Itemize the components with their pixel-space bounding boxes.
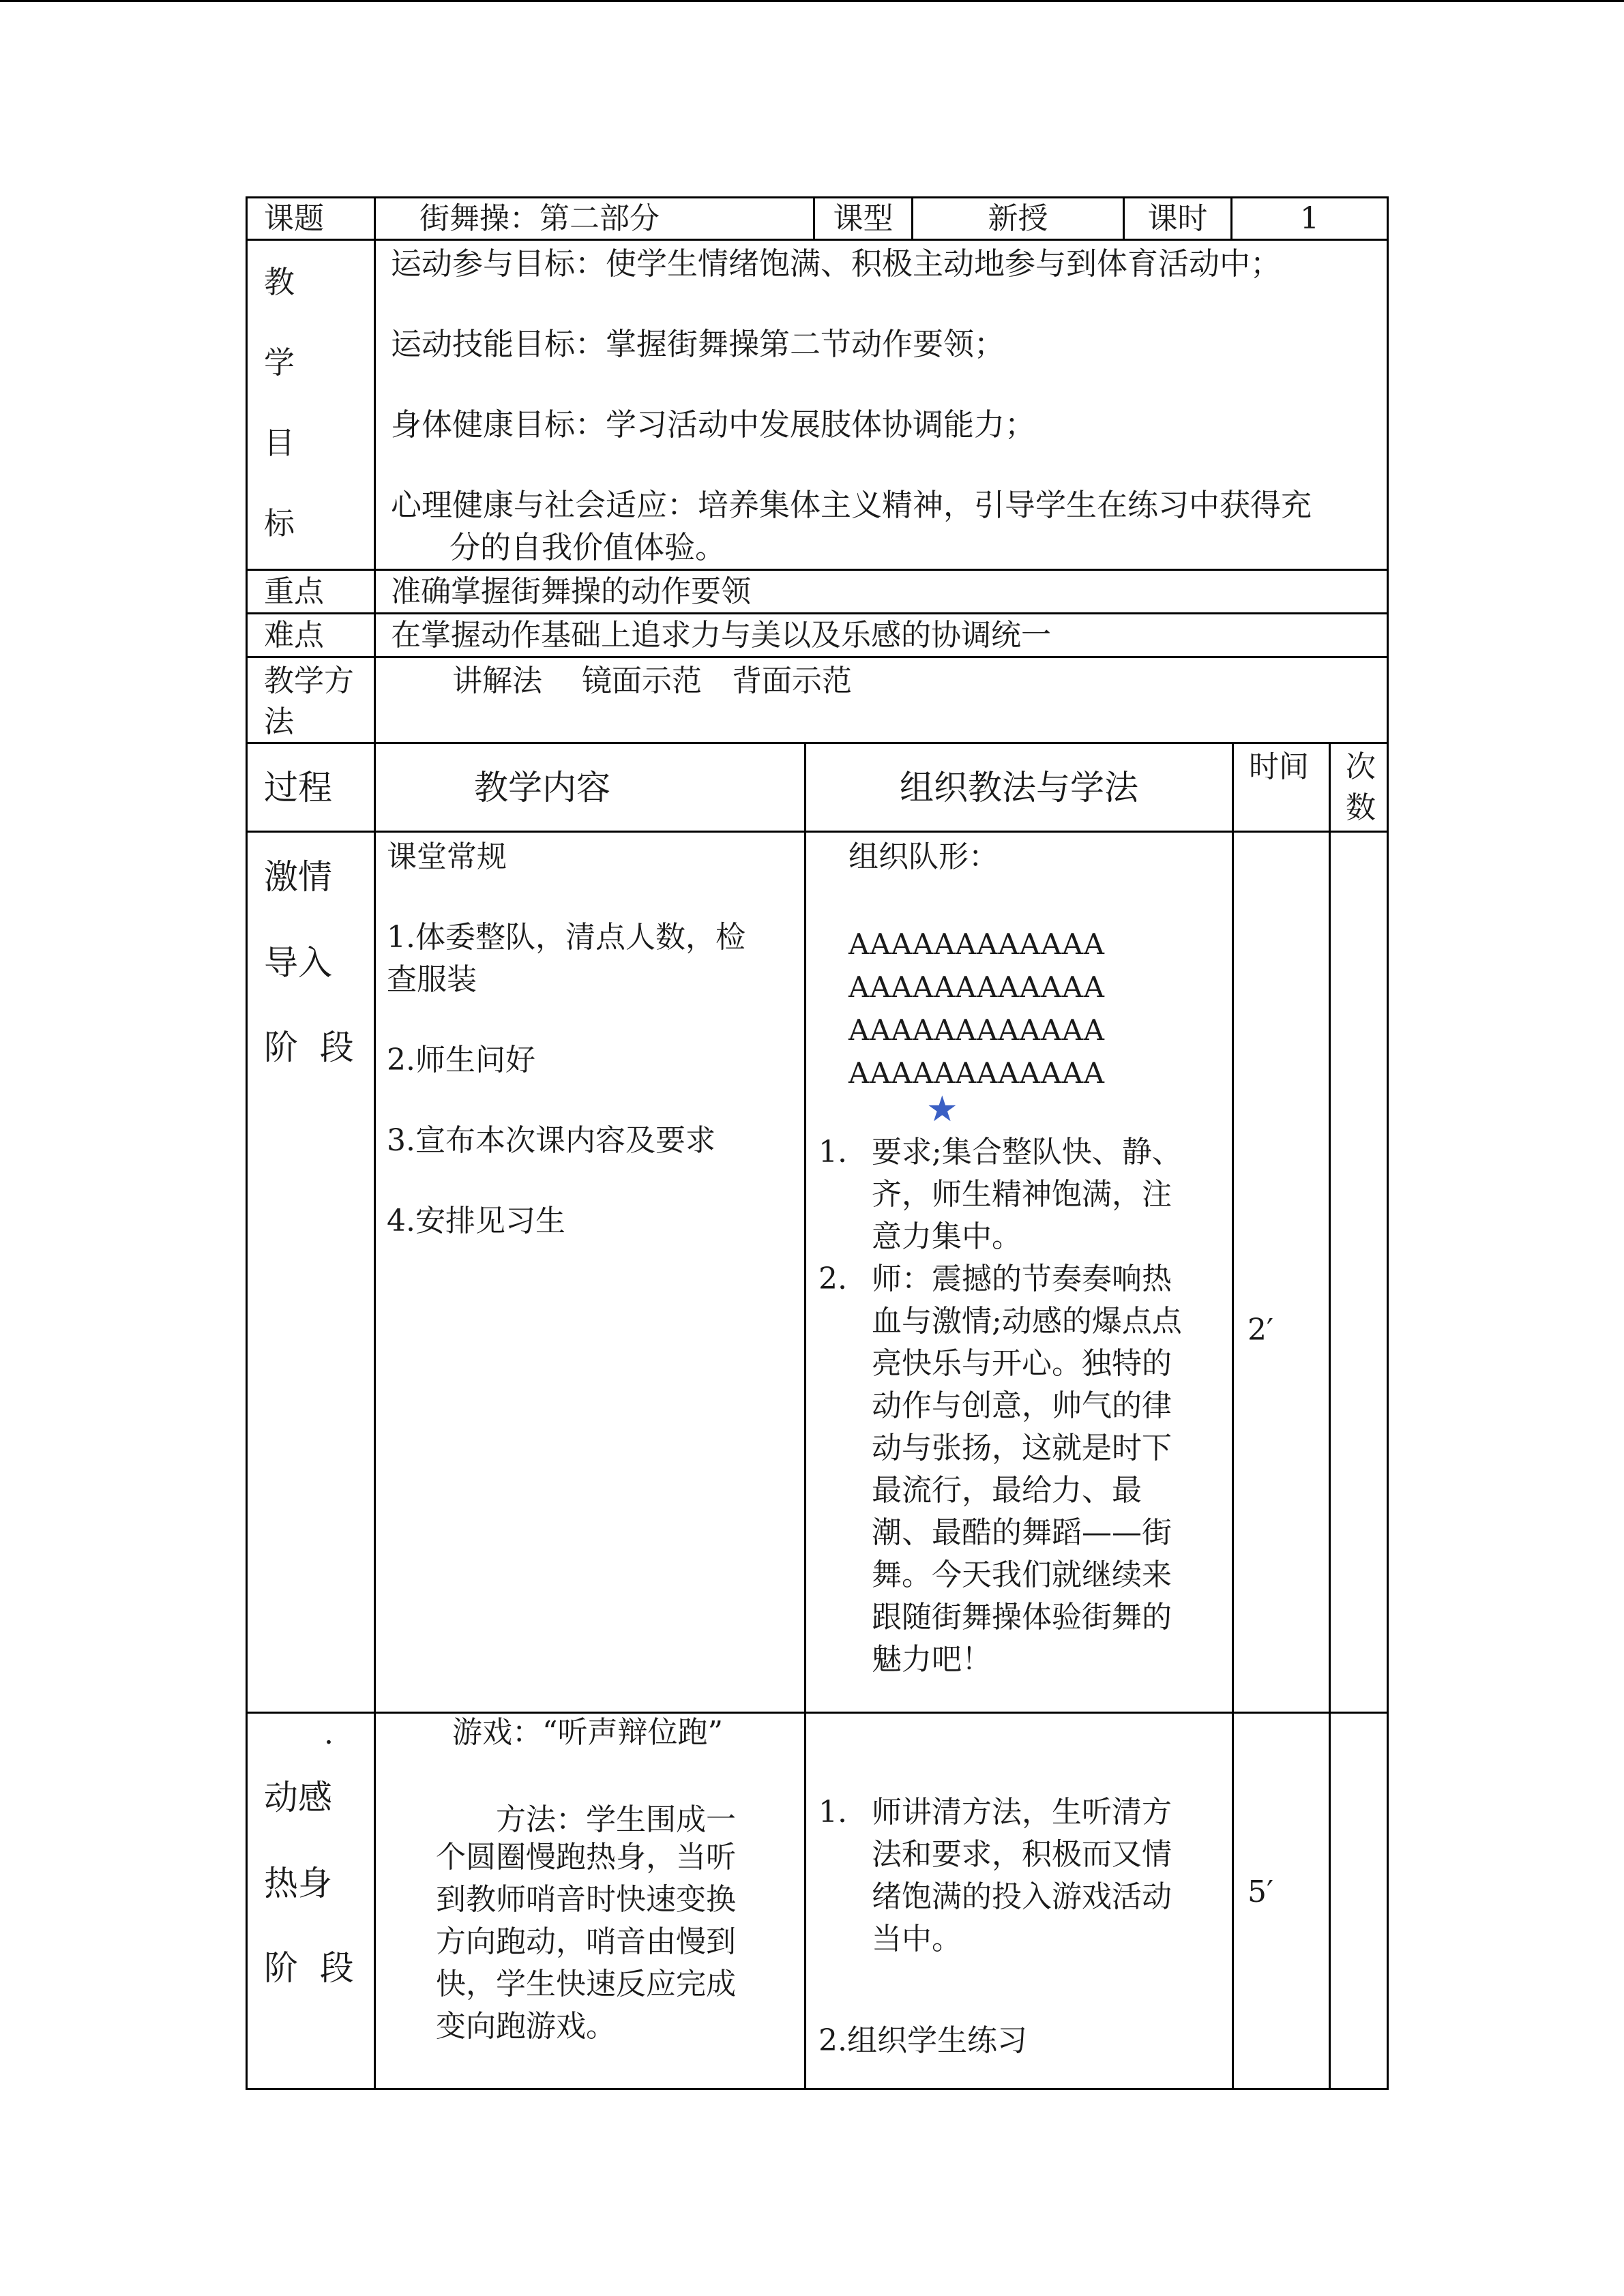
method-value: 讲解法 镜面示范 背面示范 [452,664,852,698]
content-item: 查服装 [387,962,477,997]
process-table [246,742,1389,2090]
hours-value: 1 [1232,198,1388,240]
organization-header: 组织教法与学法 [806,743,1233,832]
count-header-cell [1330,743,1388,832]
org-item-line: 师：震撼的节奏奏响热 [872,1262,1172,1296]
org-item-text [872,1791,1172,1960]
content-cell [375,832,806,1713]
objective-mental-cont: 分的自我价值体验。 [449,529,726,565]
organization-cell [806,832,1233,1713]
method-line: 方向跑动，哨音由慢到 [436,1924,736,1959]
objectives-label-char: 目 [264,425,295,461]
stage-label-line: 阶 段 [264,1948,354,1988]
method-value-cell [375,657,1388,743]
method-label-line2: 法 [264,704,294,739]
key-point-label: 重点 [247,570,375,614]
org-item-line: 法和要求，积极而又情 [872,1837,1172,1872]
header-row [247,198,1388,240]
method-line: 方法：学生围成一 [496,1802,736,1837]
content-item: 1.体委整队，清点人数，检 [387,920,745,955]
org-item-line: 齐，师生精神饱满，注 [872,1177,1172,1212]
method-label-line1: 教学方 [264,664,354,698]
key-point-row [247,570,1388,614]
org-item-line: 舞。今天我们就继续来 [872,1557,1172,1592]
org-item-1 [818,1131,1221,1258]
org-item-number: 1. [818,1135,847,1169]
content-item: 2.师生问好 [387,1043,535,1077]
organization-list [818,1791,1221,1960]
org-item-line: 潮、最酷的舞蹈——街 [872,1515,1172,1550]
time-cell [1233,832,1330,1713]
org-item-1 [818,1791,1221,1960]
difficulty-row [247,614,1388,657]
stage-label-line: 激情 [264,857,332,897]
method-row [247,657,1388,743]
objectives-label-char: 标 [264,505,295,541]
org-item-line: 动作与创意，帅气的律 [872,1388,1172,1423]
organization-cell [806,1713,1233,2089]
count-cell [1330,832,1388,1713]
content-item: 4.安排见习生 [387,1204,565,1238]
org-item-text [872,1258,1182,1681]
section-warmup-intro-row [247,832,1388,1713]
hours-label: 课时 [1124,198,1232,240]
process-header: 过程 [247,743,375,832]
stage-label-line: 热身 [264,1864,332,1903]
organization-list [818,1131,1221,1681]
formation-rows [848,923,1105,1094]
org-item-2 [818,1258,1221,1681]
formation-title: 组织队形： [848,839,999,874]
time-cell [1233,1713,1330,2089]
objective-participation: 运动参与目标：使学生情绪饱满、积极主动地参与到体育活动中； [391,245,1282,282]
stage-label-line: 阶 段 [264,1028,354,1067]
objective-mental: 心理健康与社会适应：培养集体主义精神，引导学生在练习中获得充 [391,487,1312,523]
org-item-line: 当中。 [872,1922,962,1956]
count-header-line2: 数 [1346,790,1376,825]
method-line: 快，学生快速反应完成 [436,1967,736,2001]
content-title: 课堂常规 [387,839,507,874]
stage-label-line: 导入 [264,943,332,983]
org-item-text [872,1131,1182,1258]
key-point-value: 准确掌握街舞操的动作要领 [375,570,1388,614]
org-item-line: 亮快乐与开心。独特的 [872,1346,1172,1381]
org-item-line: 动与张扬，这就是时下 [872,1431,1172,1465]
method-line: 个圆圈慢跑热身，当听 [436,1840,736,1875]
time-header: 时间 [1249,749,1309,784]
type-value: 新授 [913,198,1124,240]
topic-label: 课题 [247,198,375,240]
method-line: 变向跑游戏。 [436,2009,616,2044]
objective-skill: 运动技能目标：掌握街舞操第二节动作要领； [391,326,1005,362]
count-header-line1: 次 [1346,749,1376,784]
stage-cell [247,1713,375,2089]
org-item-line: 跟随街舞操体验街舞的 [872,1600,1172,1635]
time-header-cell [1233,743,1330,832]
org-item-number: 1. [818,1795,847,1830]
type-label: 课型 [814,198,913,240]
formation-row: AAAAAAAAAAAA [848,927,1105,961]
stage-dot: . [324,1716,334,1751]
objectives-label-char: 学 [264,344,295,381]
count-cell [1330,1713,1388,2089]
objectives-label-char: 教 [264,264,295,300]
stage-label-line: 动感 [264,1778,332,1817]
objectives-label-cell [247,240,375,570]
game-title: 游戏：“听声辩位跑” [452,1715,723,1750]
time-value: 2′ [1247,1313,1273,1347]
formation-row: AAAAAAAAAAAA [848,1056,1105,1090]
lesson-info-table [246,196,1389,744]
process-header-row [247,743,1388,832]
org-item-number: 2. [818,1262,847,1296]
formation-row: AAAAAAAAAAAA [848,1013,1105,1047]
formation-row: AAAAAAAAAAAA [848,970,1105,1004]
topic-value: 街舞操：第二部分 [375,198,814,240]
content-item: 3.宣布本次课内容及要求 [387,1123,715,1158]
org-item-line: 最流行，最给力、最 [872,1473,1142,1508]
org-item-line: 师讲清方法，生听清方 [872,1795,1172,1830]
org-item-line: 要求;集合整队快、静、 [872,1135,1182,1169]
org-item-2: 2.组织学生练习 [818,2023,1027,2058]
objectives-row [247,240,1388,570]
content-header: 教学内容 [375,743,806,832]
content-cell [375,1713,806,2089]
method-lines [436,1836,736,2048]
teacher-star-icon: ★ [926,1089,958,1130]
org-item-line: 意力集中。 [872,1219,1022,1254]
method-label-cell [247,657,375,743]
org-item-line: 绪饱满的投入游戏活动 [872,1879,1172,1914]
org-item-line: 血与激情;动感的爆点点 [872,1304,1182,1339]
time-value: 5′ [1247,1875,1273,1909]
difficulty-value: 在掌握动作基础上追求力与美以及乐感的协调统一 [375,614,1388,657]
difficulty-label: 难点 [247,614,375,657]
section-dynamic-warmup-row [247,1713,1388,2089]
stage-cell [247,832,375,1713]
objectives-content-cell [375,240,1388,570]
objective-health: 身体健康目标：学习活动中发展肢体协调能力； [391,406,1036,443]
org-item-line: 魅力吧！ [872,1642,992,1677]
method-line: 到教师哨音时快速变换 [436,1882,736,1917]
page-top-border [0,0,1624,2]
